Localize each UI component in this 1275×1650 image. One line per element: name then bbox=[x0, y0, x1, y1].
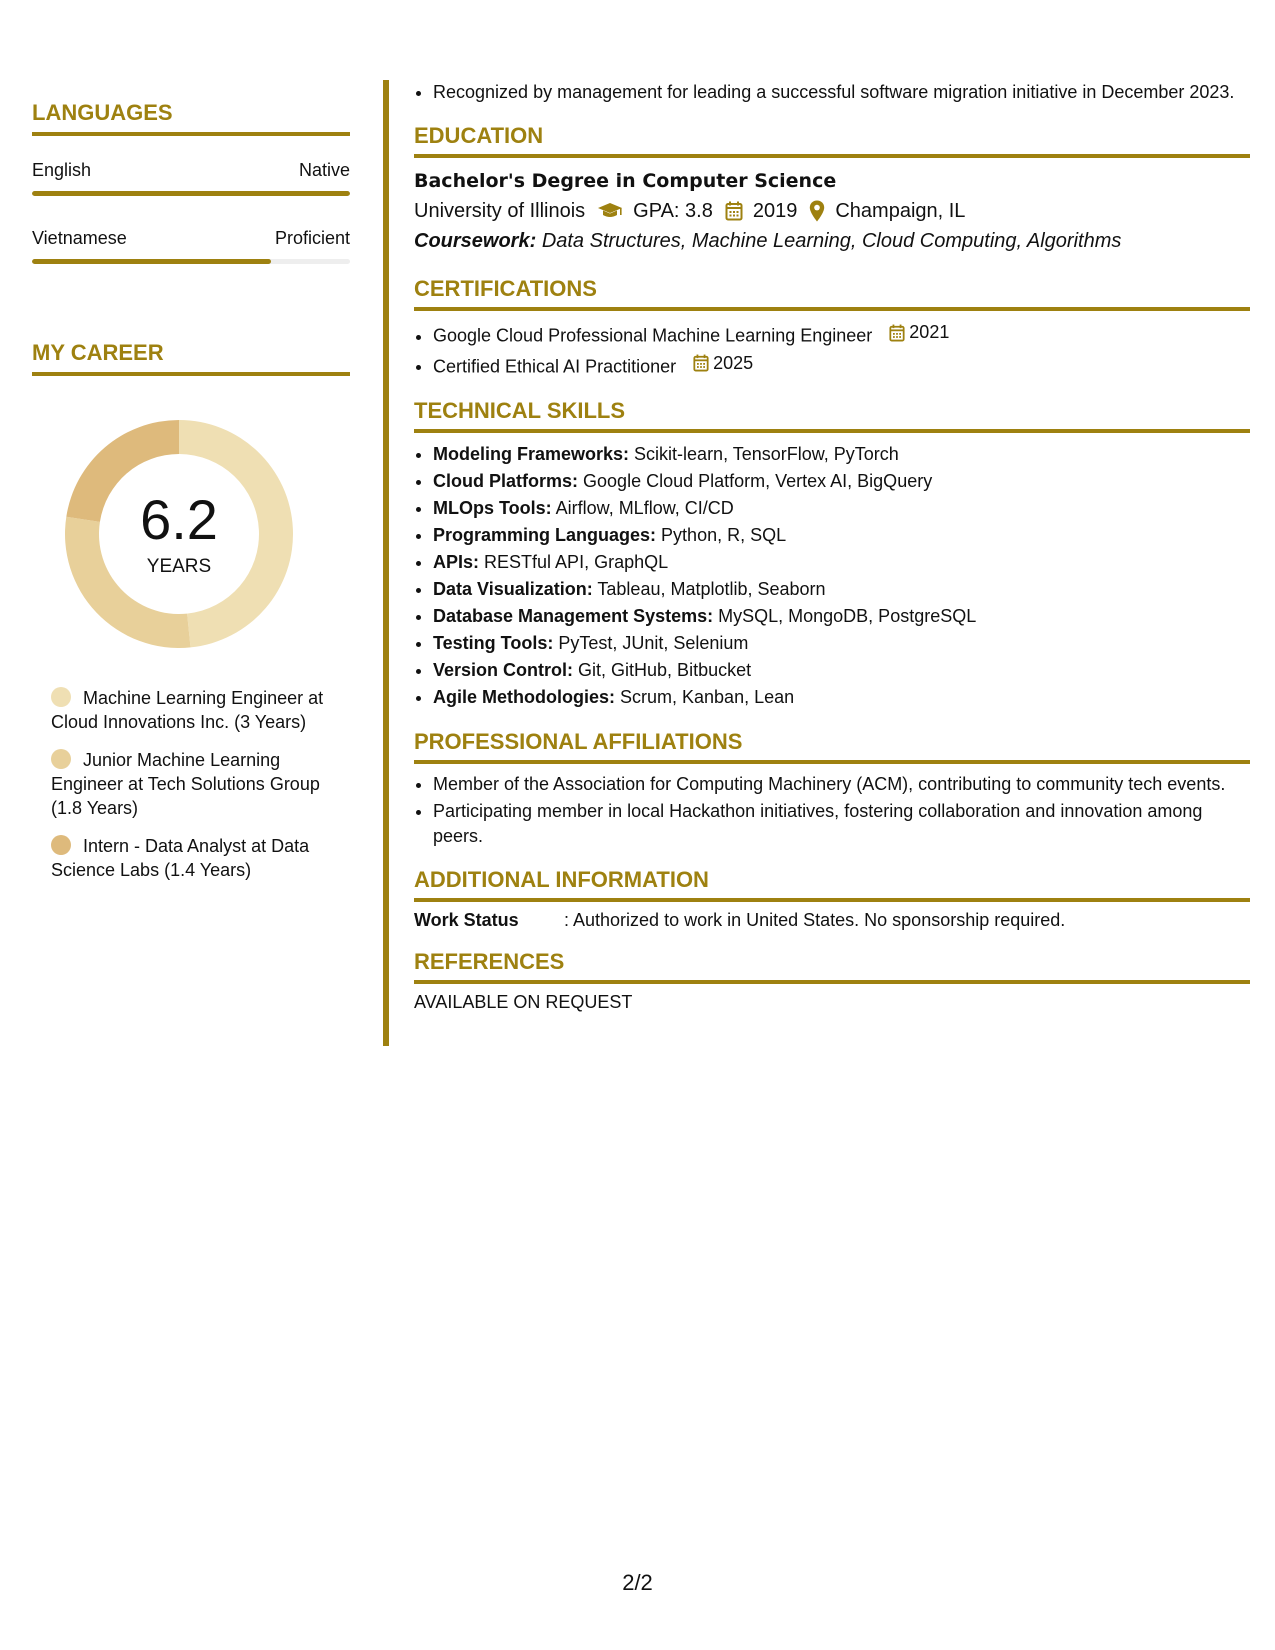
main-column bbox=[414, 80, 1250, 1013]
career-legend-item bbox=[51, 834, 330, 882]
skill-value: PyTest, JUnit, Selenium bbox=[558, 633, 749, 653]
skill-value: Airflow, MLflow, CI/CD bbox=[555, 498, 734, 518]
location-pin-icon bbox=[809, 200, 825, 222]
skill-value: Scikit-learn, TensorFlow, PyTorch bbox=[634, 444, 899, 464]
skill-label: Programming Languages: bbox=[433, 525, 657, 545]
skills-list bbox=[414, 441, 1250, 711]
legend-dot-icon bbox=[51, 687, 71, 707]
skill-item bbox=[433, 657, 1250, 684]
certification-item bbox=[433, 350, 1250, 381]
certification-year: 2021 bbox=[909, 322, 950, 342]
achievement-list bbox=[414, 80, 1250, 105]
donut-center bbox=[65, 420, 293, 648]
coursework-value: Data Structures, Machine Learning, Cloud Computing, Algorithms bbox=[541, 230, 1122, 252]
certification-name: Certified Ethical AI Practitioner bbox=[433, 356, 677, 376]
certification-name: Google Cloud Professional Machine Learning Engineer bbox=[433, 325, 873, 346]
language-proficiency-fill bbox=[32, 191, 350, 196]
skill-label: APIs: bbox=[433, 552, 480, 572]
career-legend bbox=[32, 686, 350, 882]
skill-value: Scrum, Kanban, Lean bbox=[620, 687, 795, 707]
skill-item bbox=[433, 522, 1250, 549]
graduation-cap-icon bbox=[597, 202, 623, 220]
skill-item bbox=[433, 468, 1250, 495]
language-level: Proficient bbox=[274, 228, 350, 248]
legend-dot-icon bbox=[51, 835, 71, 855]
graduation-year: 2019 bbox=[752, 200, 798, 222]
skill-item bbox=[433, 603, 1250, 630]
skill-item bbox=[433, 549, 1250, 576]
certification-year: 2025 bbox=[713, 352, 754, 373]
skill-item bbox=[433, 495, 1250, 522]
skill-label: Modeling Frameworks: bbox=[433, 444, 630, 464]
references-text: AVAILABLE ON REQUEST bbox=[414, 992, 633, 1012]
coursework-label: Coursework: bbox=[414, 230, 537, 252]
affiliations-list bbox=[414, 772, 1250, 849]
additional-info-heading: ADDITIONAL INFORMATION bbox=[414, 867, 1250, 902]
career-total-unit: YEARS bbox=[146, 556, 212, 577]
career-legend-text: Machine Learning Engineer at Cloud Innovations Inc. (3 Years) bbox=[51, 688, 324, 732]
skill-value: Python, R, SQL bbox=[661, 525, 787, 545]
skill-value: Google Cloud Platform, Vertex AI, BigQuery bbox=[583, 471, 933, 491]
career-heading: MY CAREER bbox=[32, 340, 350, 376]
languages-heading: LANGUAGES bbox=[32, 100, 350, 136]
skill-item bbox=[433, 576, 1250, 603]
skill-item bbox=[433, 684, 1250, 711]
career-legend-item bbox=[51, 748, 330, 820]
skill-label: Testing Tools: bbox=[433, 633, 554, 653]
legend-dot-icon bbox=[51, 749, 71, 769]
degree-title: Bachelor's Degree in Computer Science bbox=[414, 170, 837, 192]
calendar-icon bbox=[889, 324, 905, 342]
skill-label: Cloud Platforms: bbox=[433, 471, 579, 491]
language-proficiency-bar bbox=[32, 259, 350, 264]
references-heading: REFERENCES bbox=[414, 949, 1250, 984]
school-location: Champaign, IL bbox=[835, 200, 966, 222]
language-proficiency-bar bbox=[32, 191, 350, 196]
skill-value: Git, GitHub, Bitbucket bbox=[578, 660, 752, 680]
certifications-list bbox=[414, 319, 1250, 380]
calendar-icon bbox=[725, 201, 743, 221]
skill-label: Version Control: bbox=[433, 660, 574, 680]
career-legend-text: Junior Machine Learning Engineer at Tech Solutions Group (1.8 Years) bbox=[51, 750, 320, 818]
certification-item bbox=[433, 319, 1250, 350]
skill-label: Agile Methodologies: bbox=[433, 687, 615, 707]
sidebar bbox=[32, 100, 350, 896]
skill-value: Tableau, Matplotlib, Seaborn bbox=[597, 579, 826, 599]
certifications-heading: CERTIFICATIONS bbox=[414, 276, 1250, 311]
work-status-row bbox=[414, 910, 1250, 931]
skill-item bbox=[433, 441, 1250, 468]
work-status-value: : Authorized to work in United States. No sponsorship required. bbox=[564, 910, 1066, 930]
language-proficiency-fill bbox=[32, 259, 271, 264]
language-name: Vietnamese bbox=[32, 228, 127, 248]
coursework bbox=[414, 226, 1250, 256]
skill-item bbox=[433, 630, 1250, 657]
skill-label: Database Management Systems: bbox=[433, 606, 714, 626]
career-total-years: 6.2 bbox=[140, 488, 218, 551]
achievement-item: • Recognized by management for leading a successful software migration initiative in December 2023. bbox=[433, 80, 1250, 105]
school-name: University of Illinois bbox=[414, 200, 586, 222]
affiliation-item: • Member of the Association for Computing Machinery (ACM), contributing to community tech events. bbox=[433, 772, 1250, 797]
education-heading: EDUCATION bbox=[414, 123, 1250, 158]
skills-heading: TECHNICAL SKILLS bbox=[414, 398, 1250, 433]
affiliations-heading: PROFESSIONAL AFFILIATIONS bbox=[414, 729, 1250, 764]
page-number: 2/2 bbox=[622, 1570, 653, 1595]
education-details bbox=[414, 196, 1250, 226]
skill-label: MLOps Tools: bbox=[433, 498, 552, 518]
language-name: English bbox=[32, 160, 92, 180]
language-item bbox=[32, 228, 350, 264]
language-item bbox=[32, 160, 350, 196]
career-legend-text: Intern - Data Analyst at Data Science Labs (1.4 Years) bbox=[51, 836, 310, 880]
skill-label: Data Visualization: bbox=[433, 579, 593, 599]
affiliation-item: • Participating member in local Hackathon initiatives, fostering collaboration and innovation among peers. bbox=[433, 799, 1250, 849]
skill-value: RESTful API, GraphQL bbox=[484, 552, 669, 572]
work-status-label: Work Status bbox=[414, 910, 519, 930]
language-level: Native bbox=[298, 160, 350, 180]
skill-value: MySQL, MongoDB, PostgreSQL bbox=[718, 606, 977, 626]
career-donut-chart bbox=[65, 420, 293, 648]
gpa: GPA: 3.8 bbox=[633, 200, 713, 222]
column-divider bbox=[383, 80, 389, 1046]
career-legend-item bbox=[51, 686, 330, 734]
calendar-icon bbox=[693, 354, 709, 372]
